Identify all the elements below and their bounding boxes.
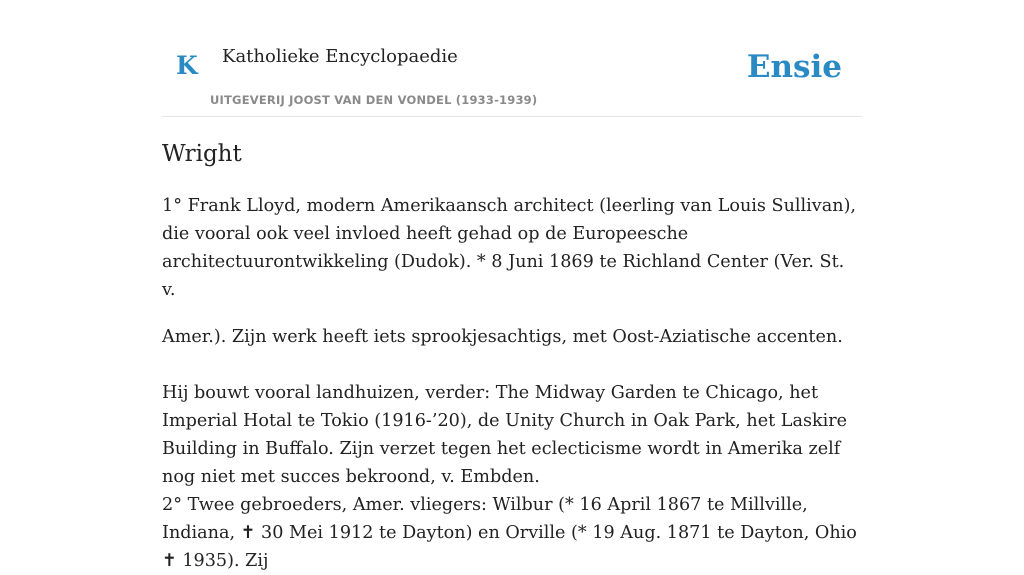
publisher-label: UITGEVERIJ JOOST VAN DEN VONDEL (1933-1939) — [210, 93, 538, 107]
entry-paragraph: Hij bouwt vooral landhuizen, verder: The Midway Garden te Chicago, het Imperial Hotal te Tokio (1916-’20), de Unity Church in Oak Park, het Laskire Building in Buffalo. Zijn verzet tegen het eclecticisme wordt in Amerika zelf nog niet met succes bekroond, v. Embden. — [162, 383, 848, 487]
entry-paragraph: Amer.). Zijn werk heeft iets sprookjesachtigs, met Oost-Aziatische accenten. — [162, 327, 843, 347]
encyclopedia-logo[interactable]: K — [176, 51, 198, 80]
entry-paragraph: 2° Twee gebroeders, Amer. vliegers: Wilbur (* 16 April 1867 te Millville, Indiana, ✝ 30 Mei 1912 te Dayton) en Orville (* 19 Aug. 1871 te Dayton, Ohio ✝ 1935). Zij — [162, 495, 857, 571]
entry-title: Wright — [162, 141, 242, 167]
encyclopedia-title[interactable]: Katholieke Encyclopaedie — [222, 46, 458, 67]
article — [162, 138, 862, 575]
site-header — [162, 0, 862, 117]
ensie-logo-link[interactable]: Ensie — [746, 49, 842, 85]
entry-paragraph: 1° Frank Lloyd, modern Amerikaansch architect (leerling van Louis Sullivan), die vooral ook veel invloed heeft gehad op de Europeesche architectuurontwikkeling (Dudok). * 8 Juni 1869 te Richland Center (Ver. St. v. — [162, 196, 857, 300]
